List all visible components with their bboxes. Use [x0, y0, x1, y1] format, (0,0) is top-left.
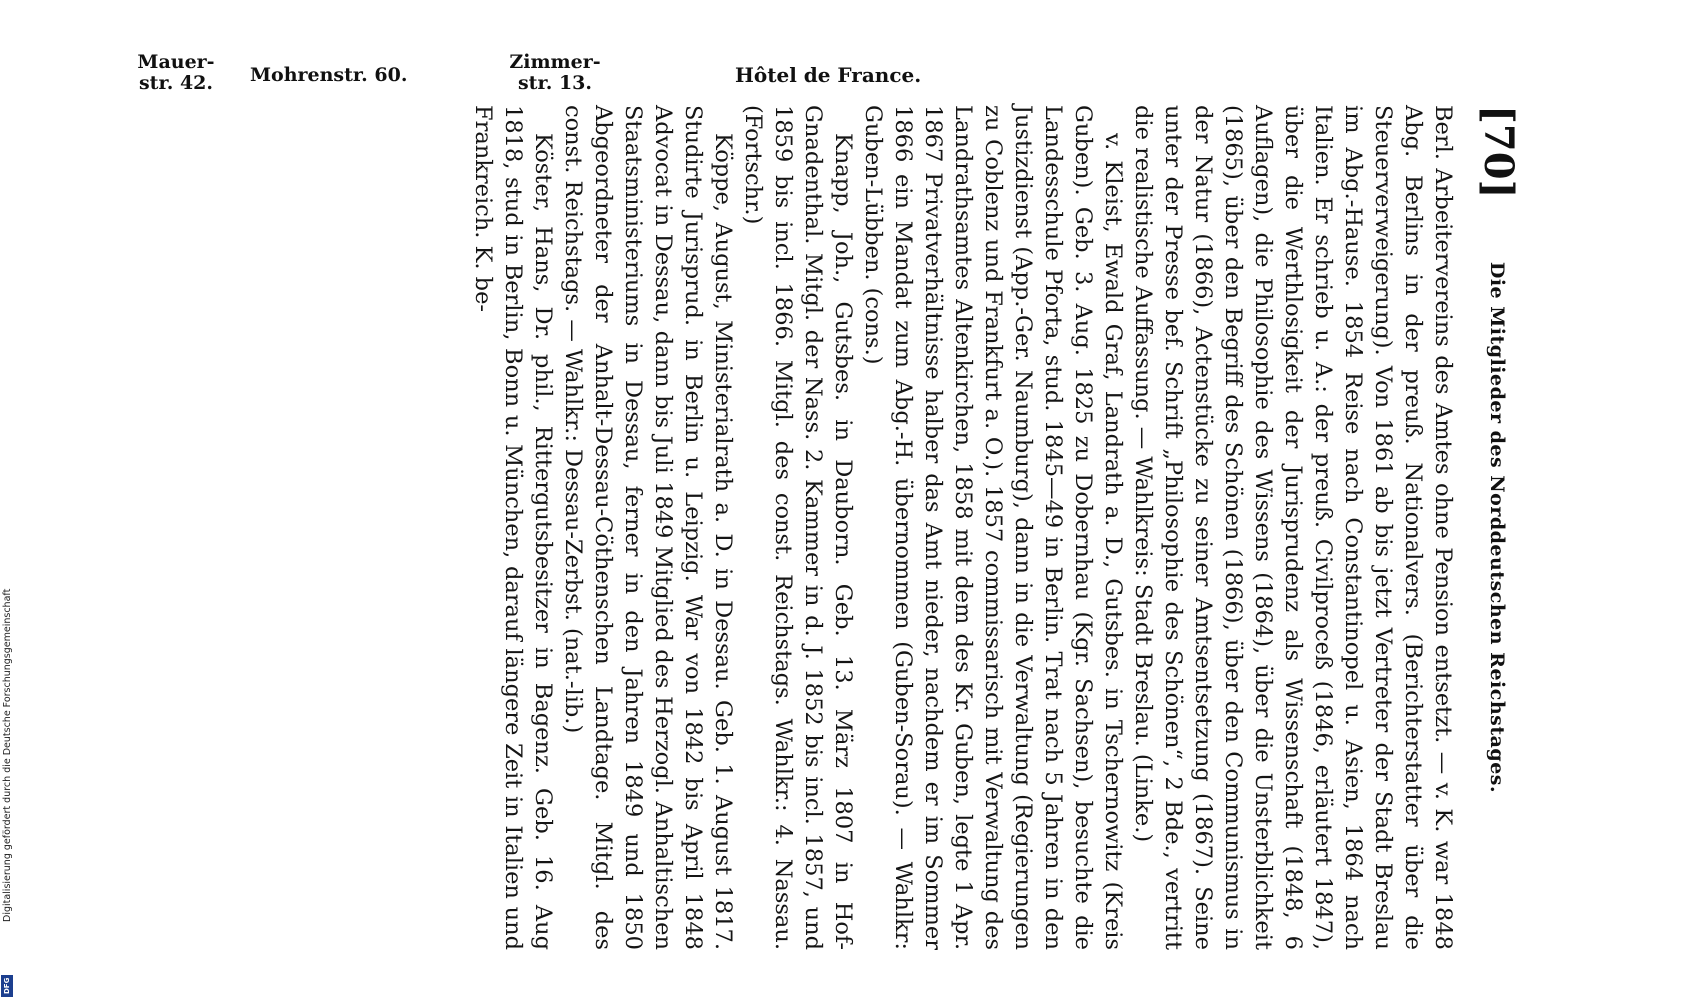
dfg-logo-icon: DFG: [1, 975, 13, 997]
running-head: Die Mitglieder des Norddeutschen Reichstages.: [1486, 261, 1508, 794]
side-credit: [0, 0, 14, 1000]
funding-credit: Digitalisierung gefördert durch die Deutsche Forschungsgemeinschaft: [2, 588, 13, 922]
entry-koester: Köster, Hans, Dr. phil., Rittergutsbesitzer in Bagenz. Geb. 16. Aug 1818, stud in Berlin, Bonn u. München, darauf längere Zeit in Italien und Frankreich. K. be-: [470, 105, 556, 950]
rotated-page-block: [140, 105, 1520, 950]
address-mohrenstr: Mohrenstr. 60.: [250, 64, 408, 86]
body-text: [468, 105, 1458, 950]
page-number: [70]: [1475, 105, 1522, 199]
paragraph-continuation: Berl. Arbeitervereins des Amtes ohne Pension entsetzt. — v. K. war 1848 Abg. Berlins in der preuß. Nationalvers. (Berichterstatter über die Steuerverweigerung). Von 1861 ab bis jetzt Vertreter der Stadt Breslau im Abg.-Hause. 1854 Reise nach Constantinopel u. Asien, 1864 nach Italien. Er schrieb u. A.: der preuß. Civilproceß (1846, erläutert 1847), über die Werthlosigkeit der Jurisprudenz als Wissenschaft (1848, 6 Auflagen), die Philosophie des Wissens (1864), über die Unsterblichkeit (1865), über den Begriff des Schönen (1866), über den Communismus in der Natur (1866), Actenstücke zu seiner Amtsentsetzung (1867). Seine unter der Presse bef. Schrift „Philosophie des Schönen“, 2 Bde., vertritt die realistische Auffassung. — Wahlkreis: Stadt Breslau. (Linke.): [1130, 105, 1456, 950]
address-zimmerstr: Zimmer- str. 13.: [509, 51, 601, 94]
entry-kleist: v. Kleist, Ewald Graf, Landrath a. D., Gutsbes. in Tschernowitz (Kreis Guben). Geb. 3. Aug. 1825 zu Dobernhau (Kgr. Sachsen), besuchte die Landesschule Pforta, stud. 1845—49 in Berlin. Trat nach 5 Jahren in den Justizdienst (App.-Ger. Naumburg), dann in die Verwaltung (Regierungen zu Coblenz und Frankfurt a. O.). 1857 commissarisch mit Verwaltung des Landrathsamtes Altenkirchen, 1858 mit dem des Kr. Guben, legte 1 Apr. 1867 Privatverhältnisse halber das Amt nieder, nachdem er im Sommer 1866 ein Mandat zum Abg.-H. übernommen (Guben-Sorau). — Wahlkr: Guben-Lübben. (cons.): [860, 105, 1126, 950]
address-hotel-de-france: Hôtel de France.: [735, 63, 922, 87]
entry-knapp: Knapp, Joh., Gutsbes. in Dauborn. Geb. 13. März 1807 in Hof-Gnadenthal. Mitgl. der Nass. 2. Kammer in d. J. 1852 bis incl. 1857, und 1859 bis incl. 1866. Mitgl. des const. Reichstags. Wahlkr.: 4. Nassau. (Fortschr.): [740, 105, 856, 950]
entry-koeppe: Köppe, August, Ministerialrath a. D. in Dessau. Geb. 1. August 1817. Studirte Jurisprud. in Berlin u. Leipzig. War von 1842 bis April 1848 Advocat in Dessau, dann bis Juli 1849 Mitglied des Herzogl. Anhaltischen Staatsministeriums in Dessau, ferner in den Jahren 1849 und 1850 Abgeordneter der Anhalt-Dessau-Cöthenschen Landtage. Mitgl. des const. Reichstags. — Wahlkr.: Dessau-Zerbst. (nat.-lib.): [560, 105, 736, 950]
address-mauerstr: Mauer- str. 42.: [137, 51, 215, 94]
